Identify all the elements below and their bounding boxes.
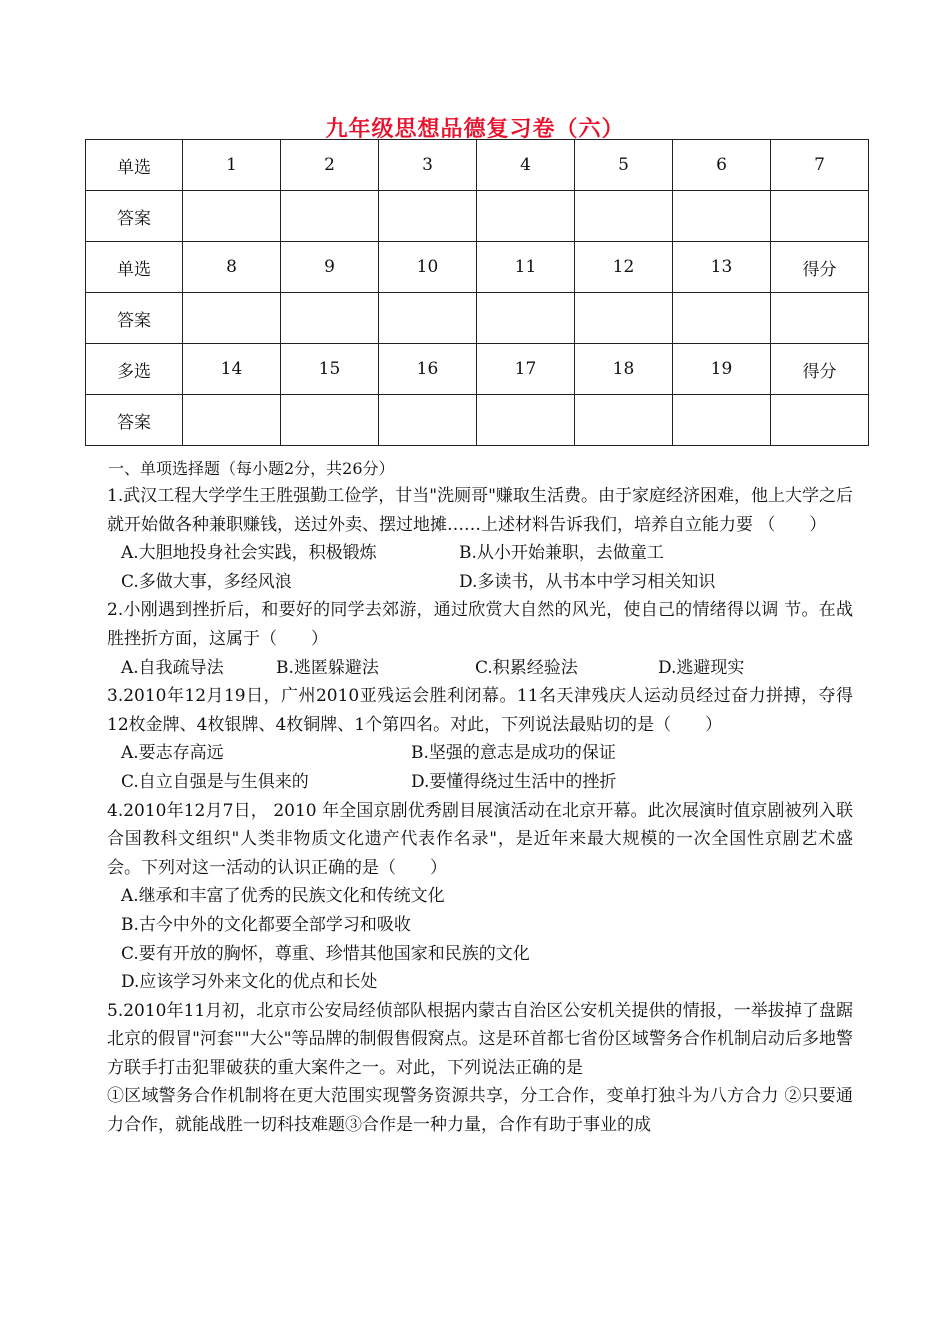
answer-cell[interactable] — [575, 293, 673, 344]
table-cell: 14 — [183, 344, 281, 395]
answer-cell[interactable] — [575, 395, 673, 446]
answer-cell[interactable] — [183, 395, 281, 446]
question-1-options-row-2 — [107, 568, 853, 597]
table-cell: 7 — [771, 140, 869, 191]
table-cell: 3 — [379, 140, 477, 191]
answer-table-row — [86, 242, 869, 293]
answer-table-row — [86, 395, 869, 446]
table-cell: 17 — [477, 344, 575, 395]
table-cell: 2 — [281, 140, 379, 191]
answer-cell[interactable] — [673, 395, 771, 446]
row-label: 单选 — [86, 140, 183, 191]
answer-cell[interactable] — [183, 293, 281, 344]
answer-cell[interactable] — [771, 191, 869, 242]
question-4-stem: 4.2010年12月7日， 2010 年全国京剧优秀剧目展演活动在北京开幕。此次展演时值京剧被列入联合国教科文组织"人类非物质文化遗产代表作名录"，是近年来最大规模的一次全国性京剧艺术盛会。下列对这一活动的认识正确的是（ ） — [107, 800, 853, 878]
table-cell: 15 — [281, 344, 379, 395]
answer-cell[interactable] — [183, 191, 281, 242]
table-cell: 9 — [281, 242, 379, 293]
question-1-options-row-1 — [107, 539, 853, 568]
table-cell: 10 — [379, 242, 477, 293]
question-5-stem: 5.2010年11月初，北京市公安局经侦部队根据内蒙古自治区公安机关提供的情报，一举拔掉了盘踞北京的假冒"河套""大公"等品牌的制假售假窝点。这是环首都七省份区域警务合作机制启动后多地警方联手打击犯罪破获的重大案件之一。对此，下列说法正确的是 — [107, 1000, 853, 1078]
option-b: B.从小开始兼职，去做童工 — [459, 543, 664, 564]
page-title: 九年级思想品德复习卷（六） — [325, 117, 625, 142]
option-b: B.逃匿躲避法 — [276, 657, 379, 678]
question-2-options-row — [107, 654, 853, 683]
option-c: C.积累经验法 — [475, 657, 578, 678]
option-a: A.继承和丰富了优秀的民族文化和传统文化 — [121, 886, 445, 907]
answer-cell[interactable] — [379, 191, 477, 242]
table-cell: 12 — [575, 242, 673, 293]
answer-cell[interactable] — [281, 293, 379, 344]
option-d: D.多读书，从书本中学习相关知识 — [459, 571, 716, 592]
option-d: D.要懂得绕过生活中的挫折 — [411, 771, 617, 792]
option-c: C.自立自强是与生俱来的 — [121, 771, 309, 792]
option-d: D.逃避现实 — [658, 657, 745, 678]
row-label: 单选 — [86, 242, 183, 293]
table-cell: 得分 — [771, 242, 869, 293]
option-a: A.大胆地投身社会实践，积极锻炼 — [121, 543, 377, 564]
option-c: C.多做大事，多经风浪 — [121, 571, 292, 592]
table-cell: 18 — [575, 344, 673, 395]
question-2-stem: 2.小刚遇到挫折后，和要好的同学去郊游，通过欣赏大自然的风光，使自己的情绪得以调 节。在战胜挫折方面，这属于（ ） — [107, 600, 853, 649]
table-cell: 19 — [673, 344, 771, 395]
answer-cell[interactable] — [477, 395, 575, 446]
table-cell: 5 — [575, 140, 673, 191]
answer-cell[interactable] — [379, 293, 477, 344]
question-5-statements: ①区域警务合作机制将在更大范围实现警务资源共享，分工合作，变单打独斗为八方合力 ②只要通力合作，就能战胜一切科技难题③合作是一种力量，合作有助于事业的成 — [107, 1086, 853, 1136]
option-b: B.古今中外的文化都要全部学习和吸收 — [121, 914, 411, 935]
option-c: C.要有开放的胸怀，尊重、珍惜其他国家和民族的文化 — [121, 943, 530, 964]
table-cell: 4 — [477, 140, 575, 191]
answer-cell[interactable] — [281, 395, 379, 446]
table-cell: 得分 — [771, 344, 869, 395]
table-cell: 11 — [477, 242, 575, 293]
answer-cell[interactable] — [771, 293, 869, 344]
row-label: 答案 — [86, 191, 183, 242]
answer-cell[interactable] — [379, 395, 477, 446]
answer-cell[interactable] — [673, 293, 771, 344]
answer-cell[interactable] — [771, 395, 869, 446]
answer-cell[interactable] — [673, 191, 771, 242]
option-b: B.坚强的意志是成功的保证 — [411, 743, 616, 764]
question-3-options-row-1 — [107, 739, 853, 768]
row-label: 答案 — [86, 395, 183, 446]
option-d: D.应该学习外来文化的优点和长处 — [121, 972, 378, 993]
answer-sheet-table — [85, 139, 869, 446]
answer-cell[interactable] — [575, 191, 673, 242]
answer-table-row — [86, 191, 869, 242]
answer-cell[interactable] — [477, 293, 575, 344]
question-3-stem: 3.2010年12月19日，广州2010亚残运会胜利闭幕。11名天津残庆人运动员经过奋力拼搏，夺得12枚金牌、4枚银牌、4枚铜牌、1个第四名。对此，下列说法最贴切的是（ ） — [107, 686, 853, 735]
answer-cell[interactable] — [281, 191, 379, 242]
option-a: A.自我疏导法 — [121, 657, 224, 678]
table-cell: 16 — [379, 344, 477, 395]
option-a: A.要志存高远 — [121, 743, 224, 764]
row-label: 多选 — [86, 344, 183, 395]
section-heading: 一、单项选择题（每小题2分，共26分） — [108, 459, 395, 478]
question-1-stem: 1.武汉工程大学学生王胜强勤工俭学，甘当"洗厕哥"赚取生活费。由于家庭经济困难，他上大学之后就开始做各种兼职赚钱，送过外卖、摆过地摊……上述材料告诉我们，培养自立能力要 （ ） — [107, 486, 853, 535]
question-3-options-row-2 — [107, 768, 853, 797]
table-cell: 13 — [673, 242, 771, 293]
questions-area — [107, 482, 853, 1140]
table-cell: 6 — [673, 140, 771, 191]
table-cell: 8 — [183, 242, 281, 293]
answer-table-row — [86, 344, 869, 395]
table-cell: 1 — [183, 140, 281, 191]
row-label: 答案 — [86, 293, 183, 344]
answer-cell[interactable] — [477, 191, 575, 242]
answer-table-row — [86, 293, 869, 344]
answer-table-row — [86, 140, 869, 191]
